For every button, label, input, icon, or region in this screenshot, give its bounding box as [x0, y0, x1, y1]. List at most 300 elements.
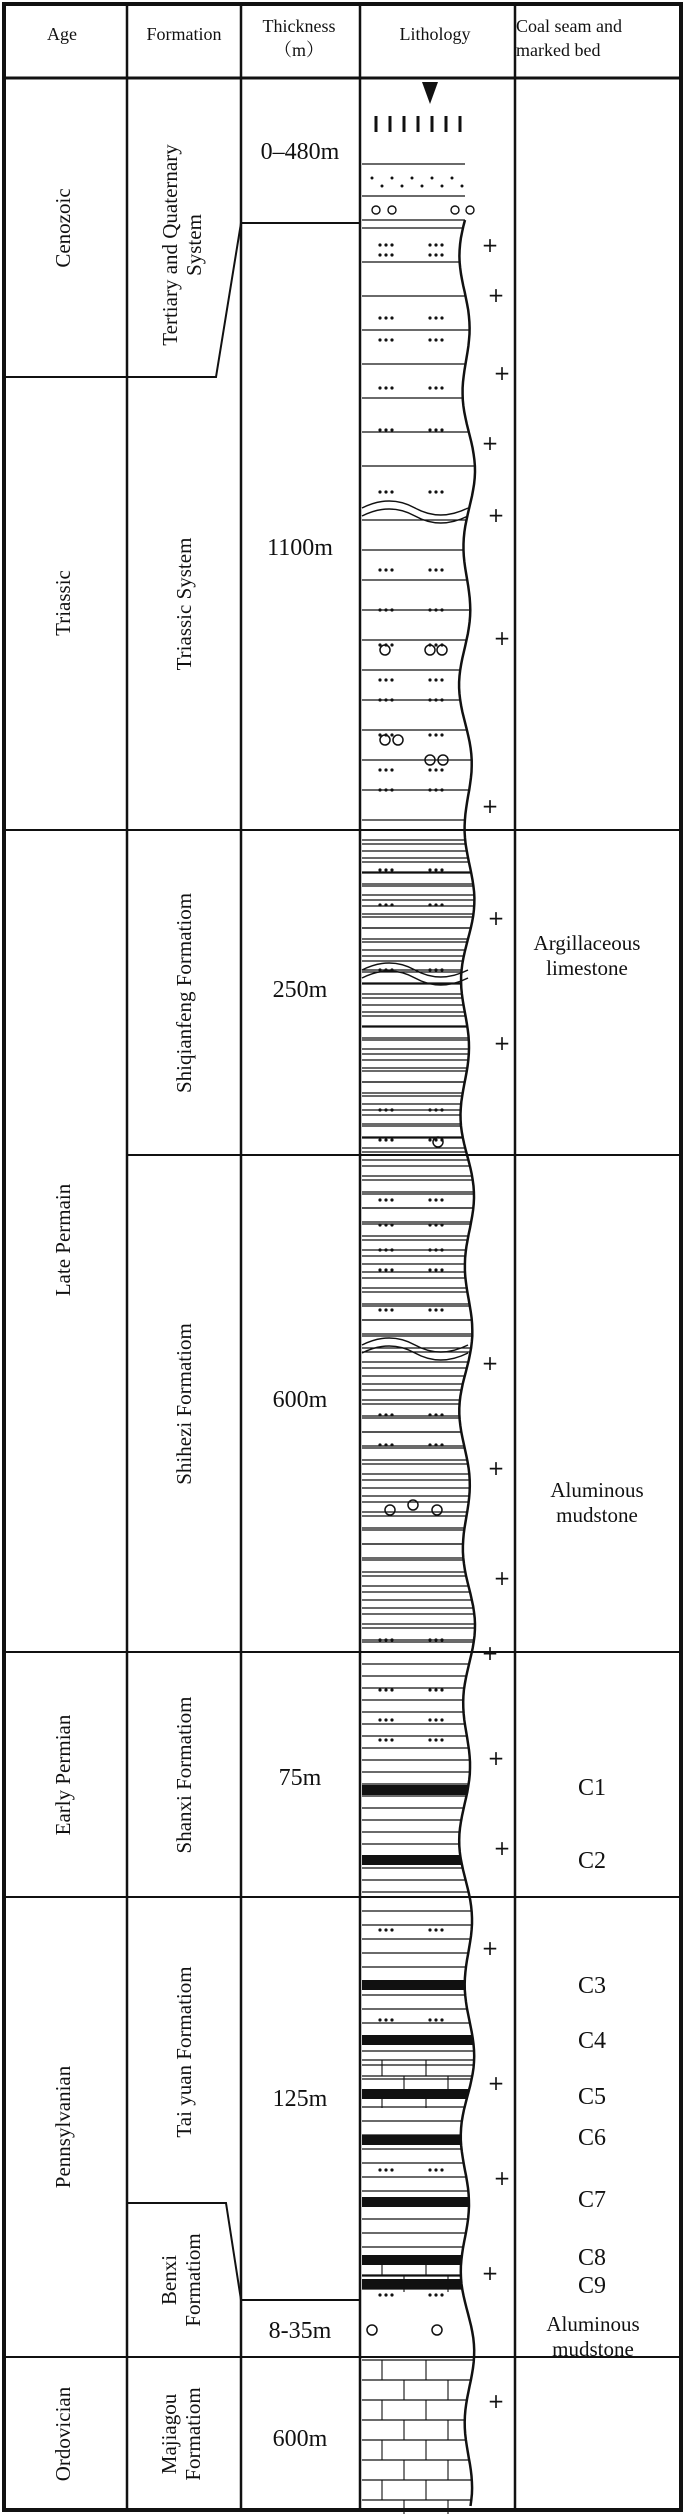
sand-dot — [384, 2018, 387, 2021]
marked-bed-argillaceous-line2: limestone — [546, 956, 628, 980]
formation-taiyuan: Tai yuan Formatiom — [172, 1966, 196, 2138]
plus-symbol: + — [487, 503, 505, 527]
sand-dot — [440, 2293, 443, 2296]
sand-dot — [390, 608, 393, 611]
sand-dot — [390, 643, 393, 646]
sand-dot — [390, 768, 393, 771]
sand-dot — [384, 568, 387, 571]
sand-dot — [428, 1688, 431, 1691]
sand-dot — [378, 338, 381, 341]
coal-seam-band — [362, 2035, 473, 2045]
top-marker-symbol — [422, 82, 438, 104]
sand-dot — [434, 2168, 437, 2171]
plus-symbol: + — [481, 1641, 499, 1665]
sand-dot — [428, 386, 431, 389]
sand-dot — [371, 177, 374, 180]
sand-dot — [378, 1928, 381, 1931]
sand-dot — [384, 253, 387, 256]
coal-seam-c1: C1 — [577, 1775, 607, 1801]
age-early-permian: Early Permian — [51, 1714, 75, 1836]
sand-dot — [441, 185, 444, 188]
sand-dot — [378, 608, 381, 611]
sand-dot — [440, 1248, 443, 1251]
sand-dot — [384, 1688, 387, 1691]
sand-dot — [434, 768, 437, 771]
sand-dot — [390, 1718, 393, 1721]
sand-dot — [428, 1718, 431, 1721]
sand-dot — [390, 428, 393, 431]
header-thickness-unit: （m） — [273, 40, 325, 60]
sand-dot — [384, 1718, 387, 1721]
coal-seam-c7: C7 — [577, 2187, 607, 2213]
formation-tertiary-line1: Tertiary and Quaternary — [158, 144, 182, 346]
sand-dot — [390, 2293, 393, 2296]
sand-dot — [390, 678, 393, 681]
plus-symbol: + — [493, 626, 511, 650]
sand-dot — [378, 788, 381, 791]
marked-bed-aluminous2-line1: Aluminous — [546, 2312, 640, 2336]
sand-dot — [390, 253, 393, 256]
sand-dot — [434, 698, 437, 701]
sand-dot — [384, 316, 387, 319]
sand-dot — [384, 1638, 387, 1641]
header-age: Age — [47, 24, 77, 44]
sand-dot — [434, 428, 437, 431]
sand-dot — [440, 1718, 443, 1721]
sand-dot — [434, 1443, 437, 1446]
sand-dot — [428, 1308, 431, 1311]
sand-dot — [378, 2018, 381, 2021]
sand-dot — [378, 1638, 381, 1641]
plus-symbol: + — [481, 794, 499, 818]
sand-dot — [384, 243, 387, 246]
sand-dot — [390, 490, 393, 493]
sand-dot — [434, 903, 437, 906]
formation-triassic-system: Triassic System — [172, 537, 196, 671]
thickness-shihezi: 600m — [272, 1387, 328, 1413]
sand-dot — [378, 1308, 381, 1311]
plus-symbol: + — [493, 1031, 511, 1055]
plus-symbol: + — [481, 233, 499, 257]
sand-dot — [440, 2018, 443, 2021]
sand-dot — [440, 1308, 443, 1311]
coal-seam-c6: C6 — [577, 2125, 607, 2151]
formation-shanxi: Shanxi Formatiom — [172, 1696, 196, 1854]
sand-dot — [390, 788, 393, 791]
sand-dot — [390, 1638, 393, 1641]
pebble-symbol — [372, 206, 380, 214]
plus-symbol: + — [487, 906, 505, 930]
pebble-symbol — [385, 1505, 395, 1515]
sand-dot — [434, 1223, 437, 1226]
sand-dot — [391, 177, 394, 180]
sand-dot — [384, 678, 387, 681]
formation-majiagou-line1: Majiagou — [157, 2393, 181, 2475]
header-marked-bed: marked bed — [516, 40, 601, 60]
sand-dot — [440, 1268, 443, 1271]
sand-dot — [384, 868, 387, 871]
sand-dot — [390, 1108, 393, 1111]
sand-dot — [384, 788, 387, 791]
sand-dot — [434, 316, 437, 319]
pebble-symbol — [380, 735, 390, 745]
sand-dot — [434, 2293, 437, 2296]
sand-dot — [428, 1738, 431, 1741]
sand-dot — [390, 338, 393, 341]
formation-majiagou-line2: Formatiom — [181, 2387, 205, 2481]
sand-dot — [440, 788, 443, 791]
sand-dot — [384, 698, 387, 701]
coal-seam-band — [362, 2255, 461, 2265]
sand-dot — [440, 243, 443, 246]
sand-dot — [384, 1443, 387, 1446]
sand-dot — [428, 2168, 431, 2171]
sand-dot — [440, 490, 443, 493]
sand-dot — [428, 678, 431, 681]
sand-dot — [434, 243, 437, 246]
coal-seam-band — [362, 1785, 468, 1795]
sand-dot — [390, 2168, 393, 2171]
sand-dot — [440, 1928, 443, 1931]
sand-dot — [390, 1223, 393, 1226]
plus-symbol: + — [487, 2389, 505, 2413]
sand-dot — [434, 1413, 437, 1416]
sand-dot — [378, 1688, 381, 1691]
pebble-symbol — [393, 735, 403, 745]
sand-dot — [434, 253, 437, 256]
sand-dot — [378, 1198, 381, 1201]
sand-dot — [384, 768, 387, 771]
sand-dot — [384, 490, 387, 493]
sand-dot — [428, 490, 431, 493]
sand-dot — [390, 1198, 393, 1201]
sand-dot — [428, 316, 431, 319]
age-cenozoic: Cenozoic — [51, 188, 75, 268]
header-lithology: Lithology — [399, 24, 471, 44]
sand-dot — [440, 1638, 443, 1641]
marked-bed-argillaceous-line1: Argillaceous — [533, 931, 641, 955]
sand-dot — [378, 678, 381, 681]
header-row — [47, 16, 622, 60]
coal-seam-c2: C2 — [577, 1848, 607, 1874]
sand-dot — [378, 253, 381, 256]
sand-dot — [384, 1738, 387, 1741]
sand-dot — [390, 698, 393, 701]
sand-dot — [428, 1268, 431, 1271]
thickness-shiqianfeng: 250m — [272, 977, 328, 1003]
sand-dot — [428, 2018, 431, 2021]
sand-dot — [434, 1198, 437, 1201]
sand-dot — [384, 2168, 387, 2171]
sand-dot — [378, 768, 381, 771]
sand-dot — [384, 608, 387, 611]
sand-dot — [384, 1223, 387, 1226]
formation-shiqianfeng: Shiqianfeng Formatiom — [172, 892, 196, 1094]
sand-dot — [428, 1413, 431, 1416]
sand-dot — [384, 1198, 387, 1201]
pebble-symbol — [466, 206, 474, 214]
sand-dot — [384, 2293, 387, 2296]
plus-symbol: + — [481, 1351, 499, 1375]
sand-dot — [440, 1108, 443, 1111]
coal-seam-labels — [578, 1775, 606, 2299]
sand-dot — [390, 1248, 393, 1251]
sand-dot — [440, 968, 443, 971]
sand-dot — [390, 1138, 393, 1141]
sand-dot — [390, 1738, 393, 1741]
sand-dot — [440, 1738, 443, 1741]
sand-dot — [440, 1443, 443, 1446]
thickness-shanxi: 75m — [278, 1765, 322, 1791]
plus-symbol: + — [481, 2261, 499, 2285]
sand-dot — [411, 177, 414, 180]
sand-dot — [434, 1928, 437, 1931]
lens-line — [362, 509, 468, 523]
coal-seam-band — [362, 2279, 462, 2289]
sand-dot — [440, 698, 443, 701]
sand-dot — [378, 868, 381, 871]
sand-dot — [384, 1138, 387, 1141]
sand-dot — [431, 177, 434, 180]
sand-dot — [390, 733, 393, 736]
sand-dot — [434, 733, 437, 736]
sand-dot — [390, 316, 393, 319]
marked-bed-aluminous1-line1: Aluminous — [550, 1478, 644, 1502]
sand-dot — [428, 568, 431, 571]
sand-dot — [428, 1248, 431, 1251]
sand-dot — [428, 608, 431, 611]
sand-dot — [378, 490, 381, 493]
marked-bed-aluminous2-line2: mudstone — [552, 2337, 634, 2361]
pebble-symbol — [451, 206, 459, 214]
sand-dot — [378, 1738, 381, 1741]
sand-dot — [434, 1638, 437, 1641]
coal-seam-band — [362, 2135, 461, 2145]
plus-symbol: + — [487, 1456, 505, 1480]
sand-dot — [440, 338, 443, 341]
sand-dot — [434, 678, 437, 681]
sand-dot — [384, 338, 387, 341]
sand-dot — [428, 1928, 431, 1931]
sand-dot — [428, 2293, 431, 2296]
sand-dot — [390, 1268, 393, 1271]
plus-symbol: + — [493, 1566, 511, 1590]
coal-seam-band — [362, 1980, 465, 1990]
sand-dot — [390, 243, 393, 246]
sand-dot — [428, 903, 431, 906]
thickness-benxi: 8-35m — [268, 2318, 332, 2344]
sand-dot — [428, 1198, 431, 1201]
sand-dot — [384, 1308, 387, 1311]
plus-symbol: + — [493, 1836, 511, 1860]
sand-dot — [440, 768, 443, 771]
sand-dot — [434, 788, 437, 791]
sand-dot — [378, 1718, 381, 1721]
header-formation: Formation — [146, 24, 222, 44]
sand-dot — [428, 253, 431, 256]
sand-dot — [434, 968, 437, 971]
sand-dot — [428, 968, 431, 971]
sand-dot — [440, 2168, 443, 2171]
sand-dot — [434, 386, 437, 389]
sand-dot — [440, 608, 443, 611]
sand-dot — [428, 1638, 431, 1641]
sand-dot — [434, 1738, 437, 1741]
sand-dot — [384, 386, 387, 389]
sand-dot — [378, 316, 381, 319]
sand-dot — [428, 768, 431, 771]
thickness-majiagou: 600m — [272, 2426, 328, 2452]
sand-dot — [451, 177, 454, 180]
formation-benxi-line1: Benxi — [157, 2254, 181, 2306]
sand-dot — [390, 868, 393, 871]
sand-dot — [378, 1108, 381, 1111]
pebble-symbol — [367, 2325, 377, 2335]
sand-dot — [401, 185, 404, 188]
sand-dot — [378, 2168, 381, 2171]
sand-dot — [434, 1718, 437, 1721]
sand-dot — [378, 1413, 381, 1416]
formation-tertiary-line2: System — [182, 214, 206, 276]
marked-bed-aluminous1-line2: mudstone — [556, 1503, 638, 1527]
thickness-triassic: 1100m — [267, 535, 333, 561]
sand-dot — [381, 185, 384, 188]
thickness-taiyuan: 125m — [272, 2086, 328, 2112]
sand-dot — [378, 903, 381, 906]
sand-dot — [384, 1413, 387, 1416]
coal-seam-c4: C4 — [577, 2028, 607, 2054]
coal-seam-c3: C3 — [577, 1973, 607, 1999]
sand-dot — [440, 386, 443, 389]
sand-dot — [434, 338, 437, 341]
sand-dot — [378, 428, 381, 431]
sand-dot — [428, 868, 431, 871]
header-thickness: Thickness — [262, 16, 336, 36]
sand-dot — [390, 903, 393, 906]
formation-benxi-line2: Formatiom — [181, 2233, 205, 2327]
sand-dot — [384, 428, 387, 431]
formation-shihezi: Shihezi Formatiom — [172, 1323, 196, 1485]
sand-dot — [434, 1248, 437, 1251]
sand-dot — [428, 698, 431, 701]
sand-dot — [434, 1308, 437, 1311]
sand-dot — [434, 1688, 437, 1691]
sand-dot — [378, 698, 381, 701]
plus-symbol: + — [481, 1936, 499, 1960]
sand-dot — [434, 2018, 437, 2021]
sand-dot — [378, 386, 381, 389]
sand-dot — [390, 568, 393, 571]
sand-dot — [378, 1248, 381, 1251]
sand-dot — [428, 1223, 431, 1226]
thickness-values — [261, 139, 340, 2452]
sand-dot — [440, 1413, 443, 1416]
sand-dot — [384, 1108, 387, 1111]
sand-dot — [390, 1308, 393, 1311]
sand-dot — [434, 608, 437, 611]
coal-seam-c9: C9 — [577, 2273, 607, 2299]
age-triassic: Triassic — [51, 570, 75, 636]
header-coal-seam: Coal seam and — [516, 16, 622, 36]
coal-seam-c8: C8 — [577, 2245, 607, 2271]
age-pennsylvanian: Pennsylvanian — [51, 2065, 75, 2189]
sand-dot — [428, 338, 431, 341]
sand-dot — [428, 1138, 431, 1141]
plus-symbol: + — [481, 431, 499, 455]
sand-dot — [440, 678, 443, 681]
sand-dot — [421, 185, 424, 188]
sand-dot — [440, 1198, 443, 1201]
pebble-symbol — [380, 645, 390, 655]
plus-symbol: + — [493, 2166, 511, 2190]
lens-line — [362, 1338, 468, 1352]
sand-dot — [378, 2293, 381, 2296]
sand-dot — [440, 1688, 443, 1691]
sand-dot — [440, 733, 443, 736]
sand-dot — [434, 643, 437, 646]
sand-dot — [434, 868, 437, 871]
plus-symbol: + — [487, 2071, 505, 2095]
sand-dot — [440, 1223, 443, 1226]
sand-dot — [440, 253, 443, 256]
sand-dot — [440, 568, 443, 571]
sand-dot — [384, 1248, 387, 1251]
coal-seam-band — [362, 2089, 468, 2099]
sand-dot — [434, 490, 437, 493]
sand-dot — [384, 903, 387, 906]
sand-dot — [428, 733, 431, 736]
pebble-symbol — [432, 1505, 442, 1515]
sand-dot — [378, 1138, 381, 1141]
sand-dot — [378, 568, 381, 571]
plus-symbol: + — [493, 361, 511, 385]
sand-dot — [390, 1413, 393, 1416]
sand-dot — [428, 788, 431, 791]
lithology-column — [362, 82, 510, 2514]
pebble-symbol — [432, 2325, 442, 2335]
coal-seam-band — [362, 2197, 469, 2207]
sand-dot — [390, 1443, 393, 1446]
sand-dot — [378, 1268, 381, 1271]
thickness-tertiary: 0–480m — [260, 139, 340, 165]
coal-seam-band — [362, 1855, 461, 1865]
sand-dot — [461, 185, 464, 188]
sand-dot — [440, 903, 443, 906]
age-late-permian: Late Permain — [51, 1183, 75, 1297]
sand-dot — [440, 868, 443, 871]
pebble-symbol — [388, 206, 396, 214]
sand-dot — [378, 1443, 381, 1446]
sand-dot — [384, 1268, 387, 1271]
plus-symbol: + — [487, 1746, 505, 1770]
sand-dot — [434, 1108, 437, 1111]
sand-dot — [440, 428, 443, 431]
sand-dot — [390, 1928, 393, 1931]
sand-dot — [428, 428, 431, 431]
plus-symbol: + — [487, 283, 505, 307]
sand-dot — [428, 1443, 431, 1446]
sand-dot — [390, 2018, 393, 2021]
coal-seam-c5: C5 — [577, 2084, 607, 2110]
age-labels — [51, 188, 75, 2481]
sand-dot — [434, 1268, 437, 1271]
lens-line — [362, 501, 468, 515]
age-ordovician: Ordovician — [51, 2386, 75, 2482]
sand-dot — [390, 386, 393, 389]
sand-dot — [428, 1108, 431, 1111]
sand-dot — [440, 316, 443, 319]
sand-dot — [378, 243, 381, 246]
